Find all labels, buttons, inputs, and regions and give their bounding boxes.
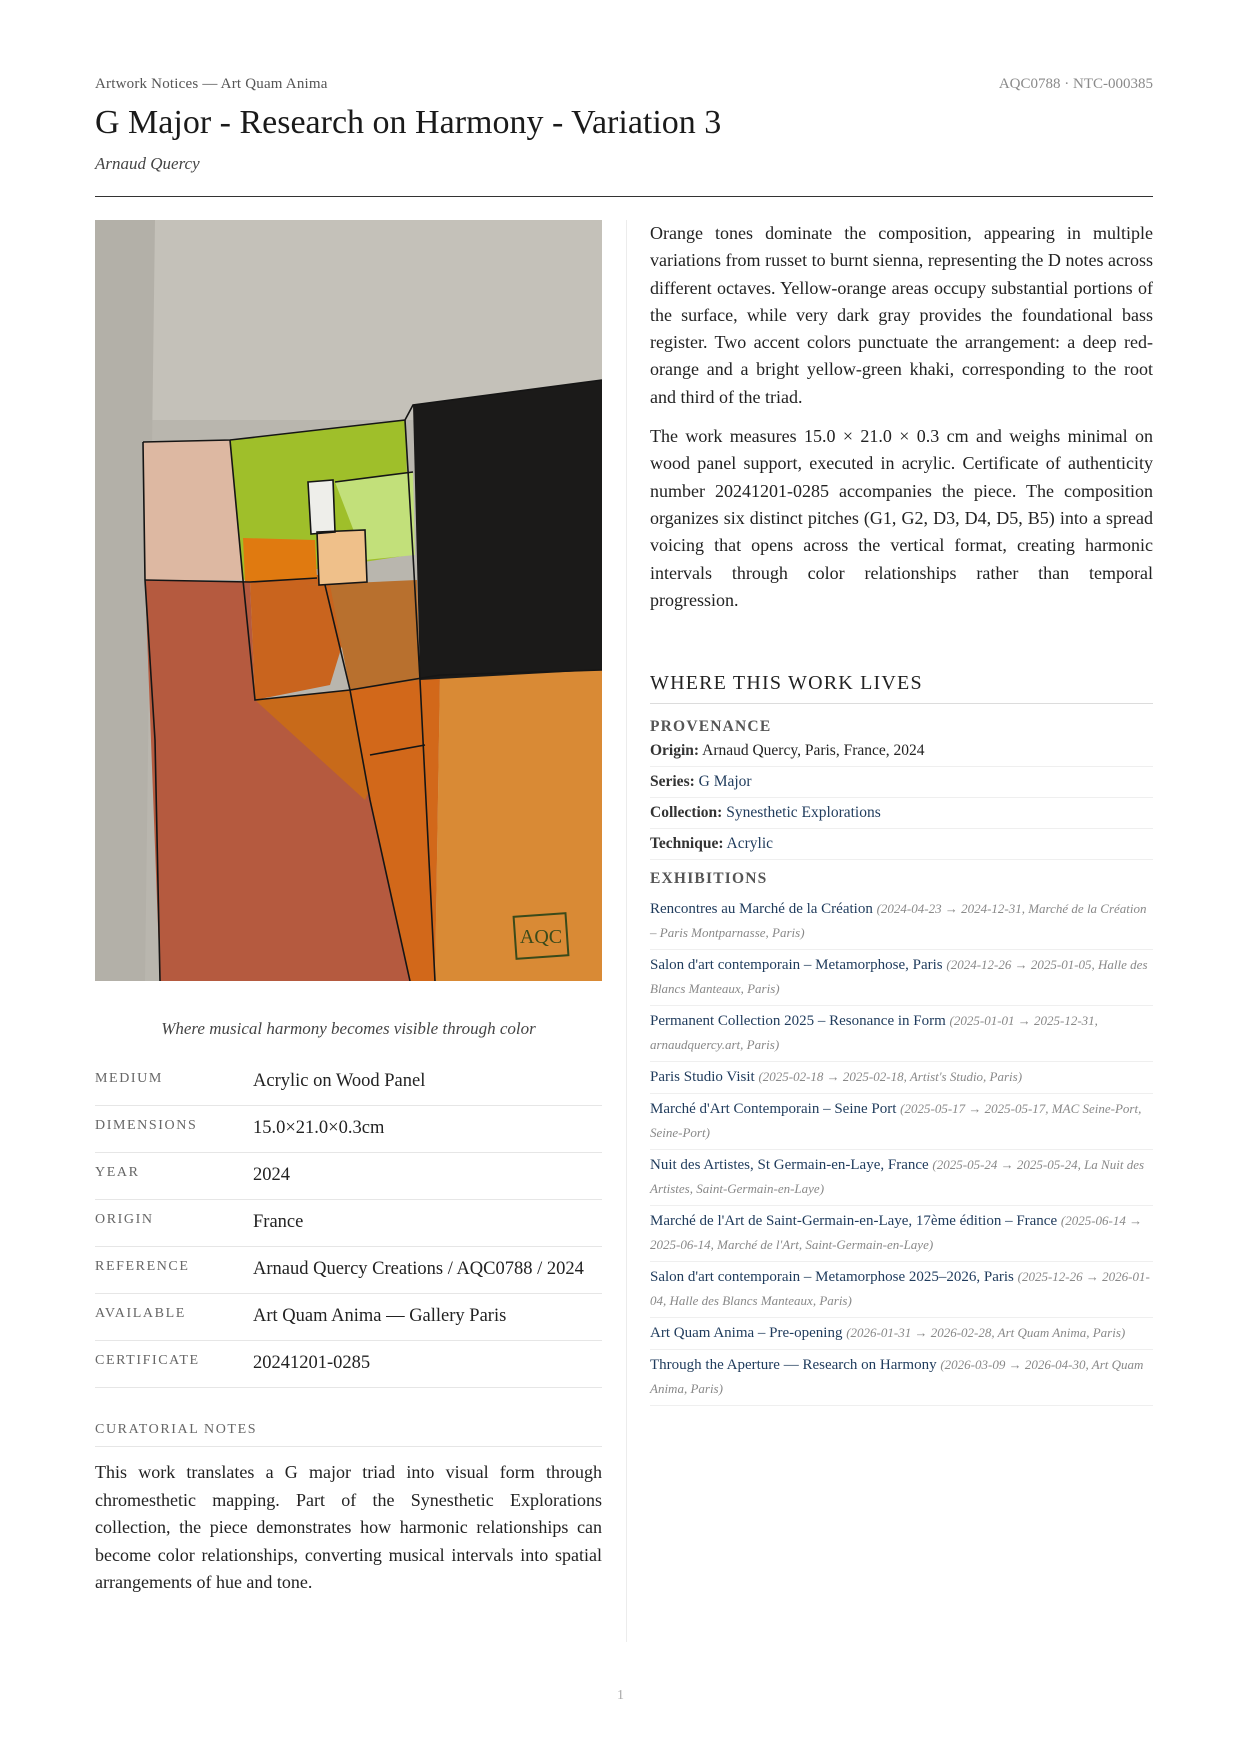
exhibition-link[interactable]: Nuit des Artistes, St Germain-en-Laye, France	[650, 1157, 929, 1174]
description-paragraph: Orange tones dominate the composition, appearing in multiple variations from russet to burnt sienna, representing the D notes across different octaves. Yellow-orange areas occupy substantial portions of the surface, while very dark gray provides the foundational bass register. Two accent colors punctuate the arrangement: a deep red-orange and a bright yellow-green khaki, corresponding to the root and third of the triad.	[650, 223, 1153, 407]
exhibition-meta: (2025-06-14 → 2025-06-14, Marché de l'Art, Saint-Germain-en-Laye)	[650, 1213, 1143, 1253]
exhibition-meta: (2026-03-09 → 2026-04-30, Art Quam Anima, Paris)	[650, 1357, 1144, 1397]
spec-value: 2024	[253, 1165, 290, 1185]
spec-label: CERTIFICATE	[95, 1353, 200, 1368]
spec-value: 20241201-0285	[253, 1353, 371, 1373]
exhibition-link[interactable]: Salon d'art contemporain – Metamorphose, Paris	[650, 957, 943, 974]
spec-value: 15.0×21.0×0.3cm	[253, 1118, 385, 1138]
exhibition-meta: (2024-04-23 → 2024-12-31, Marché de la Création – Paris Montparnasse, Paris)	[650, 901, 1147, 941]
spec-row-dimensions	[95, 1106, 602, 1153]
exhibition-item	[650, 1206, 1153, 1262]
artist-name: Arnaud Quercy	[95, 154, 200, 173]
spec-row-reference	[95, 1247, 602, 1294]
exhibition-meta: (2024-12-26 → 2025-01-05, Halle des Blancs Manteaux, Paris)	[650, 957, 1148, 997]
spec-value: Arnaud Quercy Creations / AQC0788 / 2024	[253, 1259, 584, 1279]
spec-row-year	[95, 1153, 602, 1200]
spec-label: YEAR	[95, 1165, 140, 1180]
collection-link[interactable]: Synesthetic Explorations	[726, 804, 881, 822]
exhibition-link[interactable]: Art Quam Anima – Pre-opening	[650, 1325, 843, 1342]
exhibition-item	[650, 1094, 1153, 1150]
provenance-label: Collection:	[650, 804, 723, 822]
curatorial-notes-heading: CURATORIAL NOTES	[95, 1422, 602, 1447]
exhibition-meta: (2025-02-18 → 2025-02-18, Artist's Studio, Paris)	[758, 1069, 1023, 1085]
curatorial-notes-body: This work translates a G major triad into visual form through chromesthetic mapping. Part of the Synesthetic Explorations collection, the piece demonstrates how harmonic relationships can become color relationships, converting musical intervals into spatial arrangements of hue and tone.	[95, 1462, 602, 1592]
exhibition-item	[650, 1262, 1153, 1318]
page-number: 1	[617, 1688, 624, 1703]
spec-value: Art Quam Anima — Gallery Paris	[253, 1306, 507, 1326]
left-column	[95, 220, 602, 1597]
spec-row-origin	[95, 1200, 602, 1247]
spec-value: France	[253, 1212, 304, 1232]
spec-row-medium	[95, 1059, 602, 1106]
exhibition-meta: (2025-01-01 → 2025-12-31, arnaudquercy.art, Paris)	[650, 1013, 1098, 1053]
series-link[interactable]: G Major	[698, 773, 752, 791]
exhibition-link[interactable]: Marché d'Art Contemporain – Seine Port	[650, 1101, 897, 1118]
exhibition-link[interactable]: Salon d'art contemporain – Metamorphose 2025–2026, Paris	[650, 1269, 1014, 1286]
artwork-image	[95, 220, 602, 981]
svg-text:AQC: AQC	[519, 926, 563, 948]
provenance-value: Arnaud Quercy, Paris, France, 2024	[702, 742, 925, 760]
provenance-label: Technique:	[650, 835, 724, 853]
exhibition-item	[650, 894, 1153, 950]
exhibition-item	[650, 1006, 1153, 1062]
provenance-collection	[650, 798, 1153, 829]
spec-row-available	[95, 1294, 602, 1341]
exhibitions-list	[650, 894, 1153, 1406]
exhibition-link[interactable]: Marché de l'Art de Saint-Germain-en-Laye, 17ème édition – France	[650, 1213, 1058, 1230]
exhibition-item	[650, 1350, 1153, 1406]
exhibition-meta: (2025-05-17 → 2025-05-17, MAC Seine-Port, Seine-Port)	[650, 1101, 1142, 1141]
exhibition-item	[650, 1150, 1153, 1206]
spec-table	[95, 1059, 602, 1388]
notice-series-line: Artwork Notices — Art Quam Anima	[95, 76, 328, 92]
exhibition-link[interactable]: Through the Aperture — Research on Harmony	[650, 1357, 937, 1374]
notice-header	[95, 76, 1153, 197]
artwork-title: G Major - Research on Harmony - Variation 3	[95, 104, 722, 141]
description-paragraph: The work measures 15.0 × 21.0 × 0.3 cm and weighs minimal on wood panel support, executed in acrylic. Certificate of authenticity number 20241201-0285 accompanies the piece. The composition organizes six distinct pitches (G1, G2, D3, D4, D5, B5) into a spread voicing that opens across the vertical format, creating harmonic intervals through color relationships rather than temporal progression.	[650, 426, 1153, 610]
right-column	[650, 220, 1153, 1406]
exhibitions-heading: EXHIBITIONS	[650, 870, 768, 888]
spec-value: Acrylic on Wood Panel	[253, 1071, 426, 1091]
technique-link[interactable]: Acrylic	[726, 835, 774, 853]
artwork-caption: Where musical harmony becomes visible through color	[161, 1019, 536, 1038]
column-divider	[626, 220, 627, 1642]
exhibition-link[interactable]: Permanent Collection 2025 – Resonance in Form	[650, 1013, 946, 1030]
provenance-label: Series:	[650, 773, 695, 791]
exhibition-link[interactable]: Rencontres au Marché de la Création	[650, 901, 873, 918]
exhibition-item	[650, 950, 1153, 1006]
spec-label: REFERENCE	[95, 1259, 190, 1274]
exhibition-link[interactable]: Paris Studio Visit	[650, 1069, 755, 1086]
where-this-work-lives-heading: WHERE THIS WORK LIVES	[650, 672, 1153, 704]
provenance-technique	[650, 829, 1153, 860]
spec-label: AVAILABLE	[95, 1306, 186, 1321]
spec-row-certificate	[95, 1341, 602, 1388]
spec-label: ORIGIN	[95, 1212, 154, 1227]
exhibition-item	[650, 1062, 1153, 1094]
exhibition-meta: (2025-05-24 → 2025-05-24, La Nuit des Artistes, Saint-Germain-en-Laye)	[650, 1157, 1145, 1197]
exhibition-meta: (2026-01-31 → 2026-02-28, Art Quam Anima, Paris)	[846, 1325, 1126, 1341]
spec-label: MEDIUM	[95, 1071, 163, 1086]
provenance-label: Origin:	[650, 742, 700, 760]
exhibition-meta: (2025-12-26 → 2026-01-04, Halle des Blancs Manteaux, Paris)	[650, 1269, 1150, 1309]
provenance-origin	[650, 736, 1153, 767]
provenance-heading: PROVENANCE	[650, 718, 772, 736]
provenance-series	[650, 767, 1153, 798]
reference-code: AQC0788 · NTC-000385	[998, 76, 1153, 92]
spec-label: DIMENSIONS	[95, 1118, 198, 1133]
exhibition-item	[650, 1318, 1153, 1350]
